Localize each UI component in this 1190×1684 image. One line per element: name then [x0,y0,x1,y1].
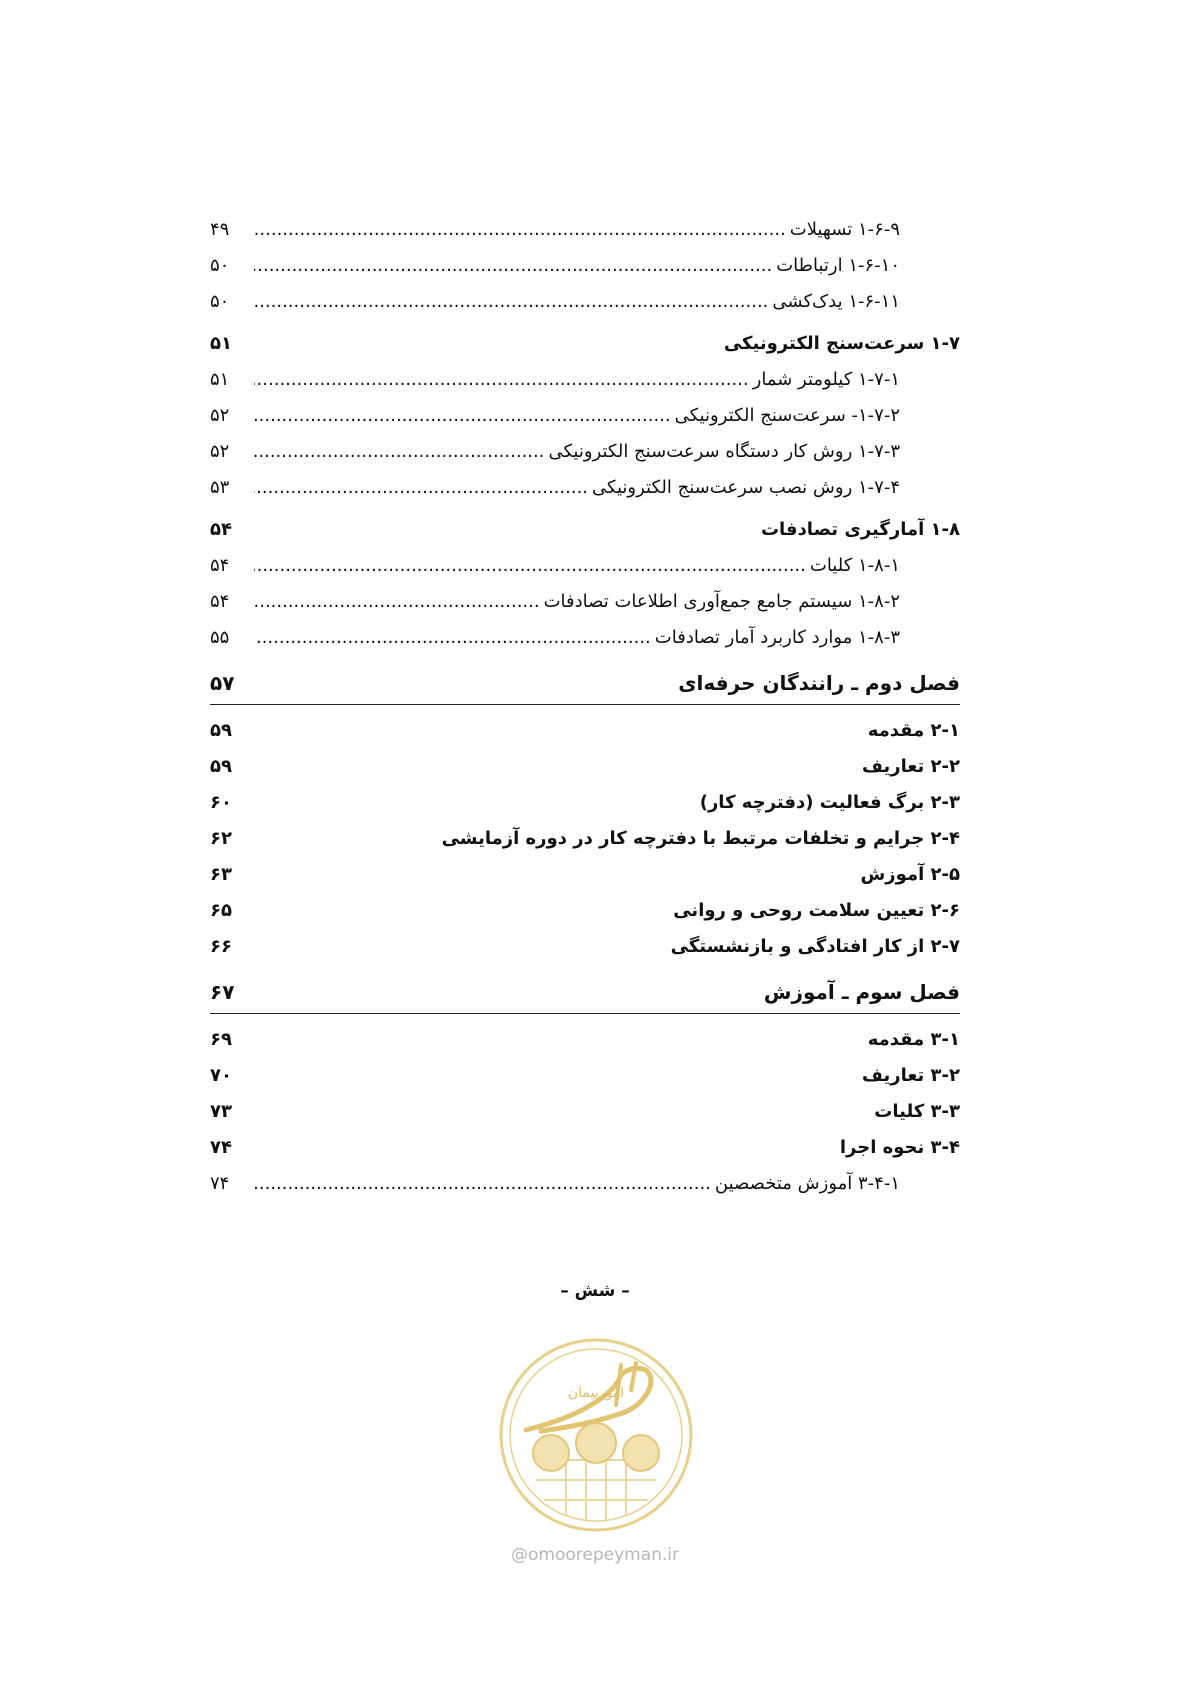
toc-section[interactable] [210,512,960,548]
page-number: ۵۲ [210,441,230,462]
entry-title: ۱-۷-۲- سرعت‌سنج الکترونیکی [674,405,900,426]
section-title: ۲-۶ تعیین سلامت روحی و روانی [673,900,960,921]
dot-leader [254,284,768,320]
page-number: ۶۷ [210,980,235,1004]
entry-title: ۱-۷-۴ روش نصب سرعت‌سنج الکترونیکی [592,477,900,498]
section-title: ۱-۸ آمارگیری تصادفات [760,519,960,540]
dot-leader [254,584,540,620]
page-number: ۵۴ [210,591,230,612]
page-number: ۵۳ [210,477,230,498]
toc-section[interactable] [210,713,960,749]
page-number: ۵۹ [210,720,232,741]
chapter-title: فصل سوم ـ آموزش [763,980,960,1004]
page-number: ۷۰ [210,1065,232,1086]
svg-text:امورپیمان: امورپیمان [567,1385,625,1401]
entry-title: ۱-۷-۳ روش کار دستگاه سرعت‌سنج الکترونیکی [548,441,900,462]
toc-section[interactable] [210,821,960,857]
page-number: ۶۰ [210,792,232,813]
toc-section[interactable] [210,857,960,893]
page-number: ۵۷ [210,671,235,695]
toc-section[interactable] [210,749,960,785]
dot-leader [254,620,651,656]
section-title: ۳-۳ کلیات [874,1101,960,1122]
section-title: ۳-۲ تعاریف [862,1065,960,1086]
section-title: ۳-۱ مقدمه [867,1029,960,1050]
toc-entry[interactable] [210,1166,960,1202]
entry-title: ۱-۶-۱۰ ارتباطات [776,255,900,276]
dot-leader [254,548,806,584]
page-number: ۶۲ [210,828,232,849]
section-title: ۲-۲ تعاریف [862,756,960,777]
chapter-heading[interactable] [210,662,960,705]
toc-entry[interactable] [210,248,960,284]
toc-entry[interactable] [210,398,960,434]
toc-entry[interactable] [210,548,960,584]
toc-entry[interactable] [210,362,960,398]
toc-section[interactable] [210,1022,960,1058]
dot-leader [254,398,671,434]
page-number: ۶۶ [210,936,232,957]
toc-entry[interactable] [210,470,960,506]
section-title: ۲-۷ از کار افتادگی و بازنشستگی [670,936,960,957]
table-of-contents [210,212,960,1202]
page-number: ۵۱ [210,369,230,390]
section-title: ۲-۱ مقدمه [867,720,960,741]
section-title: ۲-۴ جرایم و تخلفات مرتبط با دفترچه کار در دوره آزمایشی [441,828,960,849]
toc-section[interactable] [210,929,960,965]
toc-entry[interactable] [210,434,960,470]
toc-section[interactable] [210,785,960,821]
toc-entry[interactable] [210,284,960,320]
entry-title: ۳-۴-۱ آموزش متخصصین [714,1173,900,1194]
page-number: ۶۹ [210,1029,232,1050]
watermark-logo-icon [496,1335,696,1535]
page-number: ۷۳ [210,1101,232,1122]
dot-leader [254,248,772,284]
toc-entry[interactable] [210,584,960,620]
page-number: ۷۴ [210,1137,232,1158]
page-number: ۵۴ [210,519,232,540]
toc-entry[interactable] [210,620,960,656]
section-title: ۲-۵ آموزش [860,864,960,885]
dot-leader [254,470,588,506]
page-number: ۷۴ [210,1173,230,1194]
toc-section[interactable] [210,1094,960,1130]
dot-leader [254,212,786,248]
page-number: ۴۹ [210,219,230,240]
toc-section[interactable] [210,326,960,362]
page-number: ۵۴ [210,555,230,576]
section-title: ۳-۴ نحوه اجرا [839,1137,960,1158]
dot-leader [254,1166,711,1202]
entry-title: ۱-۷-۱ کیلومتر شمار [752,369,900,390]
section-title: ۲-۳ برگ فعالیت (دفترچه کار) [699,792,960,813]
toc-section[interactable] [210,1130,960,1166]
page-number: ۵۰ [210,291,230,312]
chapter-title: فصل دوم ـ رانندگان حرفه‌ای [678,671,960,695]
toc-section[interactable] [210,893,960,929]
entry-title: ۱-۸-۳ موارد کاربرد آمار تصادفات [654,627,900,648]
page-number: ۵۱ [210,333,232,354]
page-number: ۵۰ [210,255,230,276]
entry-title: ۱-۸-۱ کلیات [809,555,900,576]
toc-entry[interactable] [210,212,960,248]
entry-title: ۱-۸-۲ سیستم جامع جمع‌آوری اطلاعات تصادفات [543,591,900,612]
page-number: ۵۵ [210,627,230,648]
dot-leader [254,434,544,470]
toc-section[interactable] [210,1058,960,1094]
page-number: ۶۳ [210,864,232,885]
page-number: ۶۵ [210,900,232,921]
section-title: ۱-۷ سرعت‌سنج الکترونیکی [723,333,960,354]
entry-title: ۱-۶-۹ تسهیلات [789,219,900,240]
page-number: ۵۲ [210,405,230,426]
page-footer: – شش – [560,1281,630,1301]
dot-leader [254,362,749,398]
entry-title: ۱-۶-۱۱ یدک‌کشی [772,291,900,312]
page-number: ۵۹ [210,756,232,777]
watermark-url: @omoorepeyman.ir [510,1545,680,1565]
chapter-heading[interactable] [210,971,960,1014]
